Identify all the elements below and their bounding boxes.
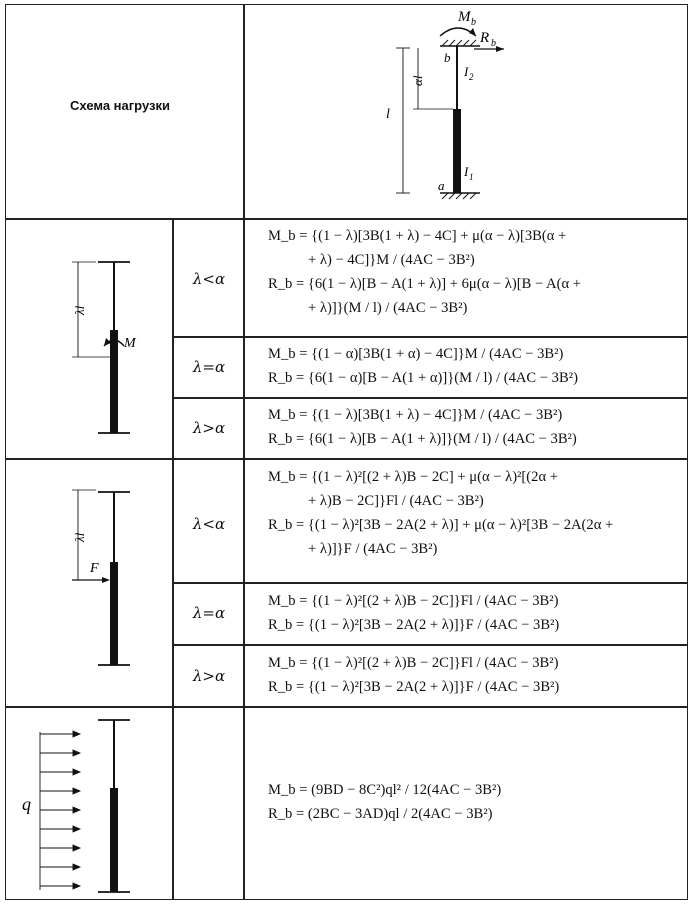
al-label: αl: [410, 75, 425, 86]
l-label: l: [386, 107, 390, 122]
column-scheme-diagram: [380, 6, 520, 216]
f-label: F: [90, 561, 99, 576]
rb-label: R: [480, 30, 490, 46]
mb-label: M: [458, 9, 471, 25]
header-title: Схема нагрузки: [70, 98, 170, 113]
grid-line: [172, 582, 688, 584]
distributed-arrows: [40, 731, 80, 889]
moment-arrowhead-icon: [469, 28, 476, 36]
top-hatch: [442, 40, 476, 46]
column-lower: [453, 109, 461, 193]
formula-block: M_b = {(1 − λ)²[(2 + λ)B − 2C]}Fl / (4AC − 3B²) R_b = {(1 − λ)²[3B − 2A(2 + λ)]}F / (4AC − 3B²): [268, 593, 560, 633]
m-label: M: [124, 336, 136, 351]
grid-line: [172, 397, 688, 399]
moment-load-diagram: [60, 250, 170, 445]
condition-label: λ<α: [192, 270, 226, 288]
i1-sub: 1: [469, 172, 474, 182]
rb-sub: b: [491, 38, 496, 49]
i1-label: I: [464, 164, 469, 179]
i2-sub: 2: [469, 72, 474, 82]
condition-label: λ<α: [192, 515, 226, 533]
i2-label: I: [464, 64, 469, 79]
grid-line: [5, 706, 688, 708]
grid-line: [172, 644, 688, 646]
lambda-l-label: λl: [72, 532, 87, 542]
mb-sub: b: [471, 17, 476, 28]
q-label: q: [22, 794, 31, 814]
grid-line: [172, 218, 174, 900]
force-load-diagram: [60, 480, 170, 675]
b-label: b: [444, 50, 451, 65]
formula-block: M_b = {(1 − λ)[3B(1 + λ) − 4C]}M / (4AC − 3B²) R_b = {6(1 − λ)[B − A(1 + λ)]}(M / l) / (4AC − 3B²): [268, 407, 577, 447]
lambda-l-label: λl: [72, 305, 87, 315]
grid-line: [5, 218, 688, 220]
grid-line: [243, 4, 245, 900]
distributed-load-diagram: [10, 712, 170, 898]
condition-label: λ>α: [192, 667, 226, 685]
condition-label: λ>α: [192, 419, 226, 437]
grid-line: [5, 458, 688, 460]
grid-line: [172, 336, 688, 338]
condition-label: λ=α: [192, 358, 226, 376]
condition-label: λ=α: [192, 604, 226, 622]
formula-block: M_b = {(1 − α)[3B(1 + α) − 4C]}M / (4AC − 3B²) R_b = {6(1 − α)[B − A(1 + α)]}(M / l) / (4AC − 3B²): [268, 346, 578, 386]
formula-block: M_b = {(1 − λ)[3B(1 + λ) − 4C] + μ(α − λ)[3B(α + + λ) − 4C]}M / (4AC − 3B²) R_b = {6(1 − λ)[B − A(1 + λ)] + 6μ(α − λ)[B − A(α + + λ)]}(M / l) / (4AC − 3B²): [268, 228, 581, 316]
formula-block: M_b = (9BD − 8C²)ql² / 12(4AC − 3B²) R_b = (2BC − 3AD)ql / 2(4AC − 3B²): [268, 782, 502, 822]
formula-block: M_b = {(1 − λ)²[(2 + λ)B − 2C]}Fl / (4AC − 3B²) R_b = {(1 − λ)²[3B − 2A(2 + λ)]}F / (4AC − 3B²): [268, 655, 560, 695]
a-label: a: [438, 178, 445, 193]
formula-block: M_b = {(1 − λ)²[(2 + λ)B − 2C] + μ(α − λ)²[(2α + + λ)B − 2C]}Fl / (4AC − 3B²) R_b = {(1 − λ)²[3B − 2A(2 + λ)] + μ(α − λ)²[3B − 2A(2α + + λ)]}F / (4AC − 3B²): [268, 469, 614, 557]
